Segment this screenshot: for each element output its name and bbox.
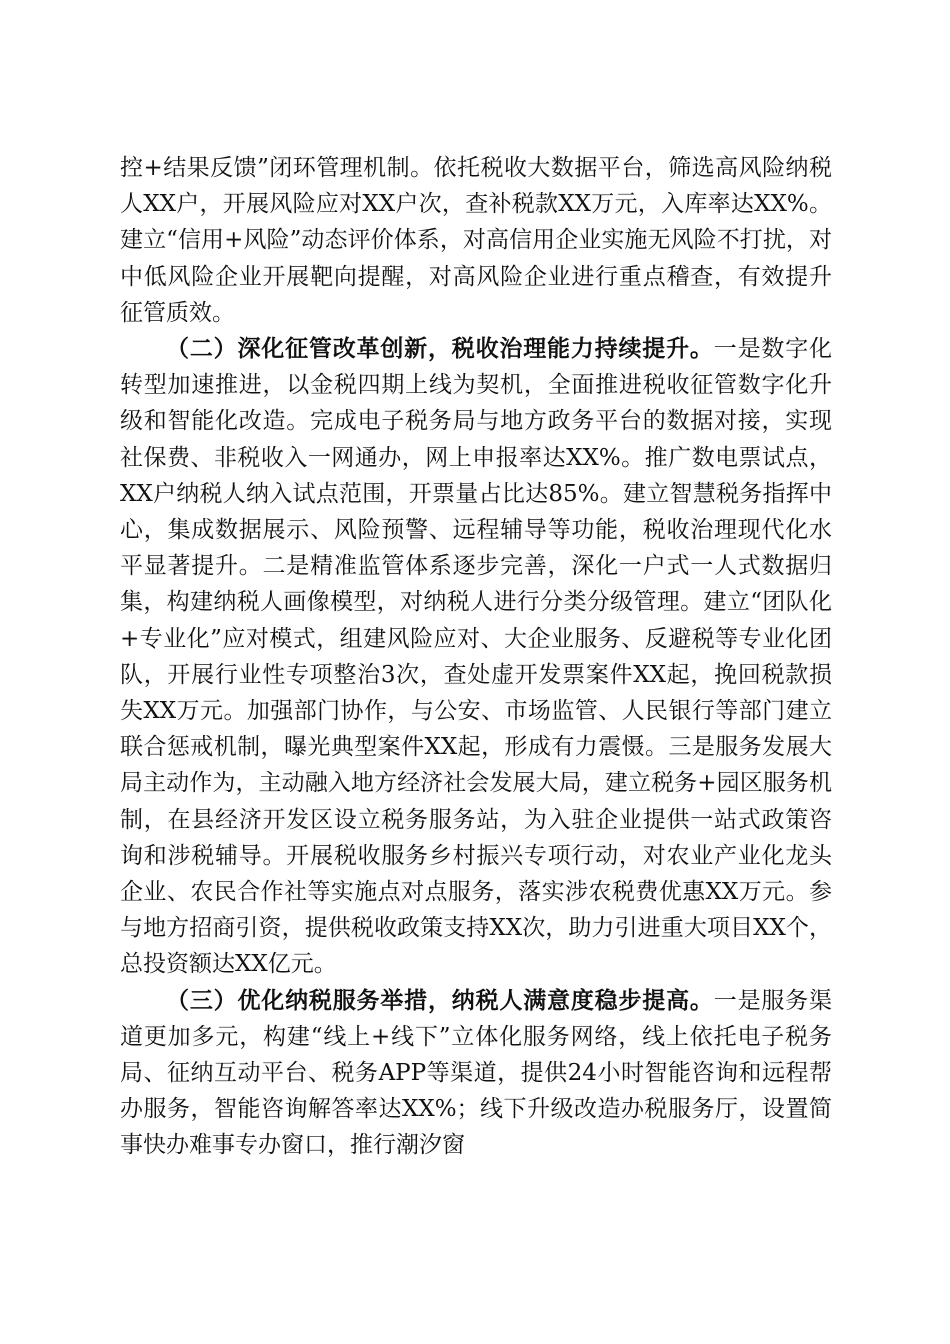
- section-heading: （二）深化征管改革创新，税收治理能力持续提升。: [166, 335, 714, 363]
- paragraph-continuation: [120, 150, 832, 331]
- paragraph-section-3: [120, 983, 832, 1164]
- paragraph-text: 一是服务渠道更加多元，构建“线上+线下”立体化服务网络，线上依托电子税务局、征纳互动平台、税务APP等渠道，提供24小时智能咨询和远程帮办服务，智能咨询解答率达XX%；线下升级改造办税服务厅，设置简事快办难事专办窗口，推行潮汐窗: [120, 987, 833, 1159]
- paragraph-section-2: [120, 331, 832, 983]
- document-body: [120, 150, 832, 1164]
- paragraph-text: 控+结果反馈”闭环管理机制。依托税收大数据平台，筛选高风险纳税人XX户，开展风险应对XX户次，查补税款XX万元，入库率达XX%。建立“信用+风险”动态评价体系，对高信用企业实施无风险不打扰，对中低风险企业开展靶向提醒，对高风险企业进行重点稽查，有效提升征管质效。: [120, 155, 832, 326]
- section-heading: （三）优化纳税服务举措，纳税人满意度稳步提高。: [166, 986, 714, 1014]
- paragraph-text: 一是数字化转型加速推进，以金税四期上线为契机，全面推进税收征管数字化升级和智能化改造。完成电子税务局与地方政务平台的数据对接，实现社保费、非税收入一网通办，网上申报率达XX%。推广数电票试点，XX户纳税人纳入试点范围，开票量占比达85%。建立智慧税务指挥中心，集成数据展示、风险预警、远程辅导等功能，税收治理现代化水平显著提升。二是精准监管体系逐步完善，深化一户式一人式数据归集，构建纳税人画像模型，对纳税人进行分类分级管理。建立“团队化+专业化”应对模式，组建风险应对、大企业服务、反避税等专业化团队，开展行业性专项整治3次，查处虚开发票案件XX起，挽回税款损失XX万元。加强部门协作，与公安、市场监管、人民银行等部门建立联合惩戒机制，曝光典型案件XX起，形成有力震慑。三是服务发展大局主动作为，主动融入地方经济社会发展大局，建立税务+园区服务机制，在县经济开发区设立税务服务站，为入驻企业提供一站式政策咨询和涉税辅导。开展税收服务乡村振兴专项行动，对农业产业化龙头企业、农民合作社等实施点对点服务，落实涉农税费优惠XX万元。参与地方招商引资，提供税收政策支持XX次，助力引进重大项目XX个，总投资额达XX亿元。: [120, 336, 833, 978]
